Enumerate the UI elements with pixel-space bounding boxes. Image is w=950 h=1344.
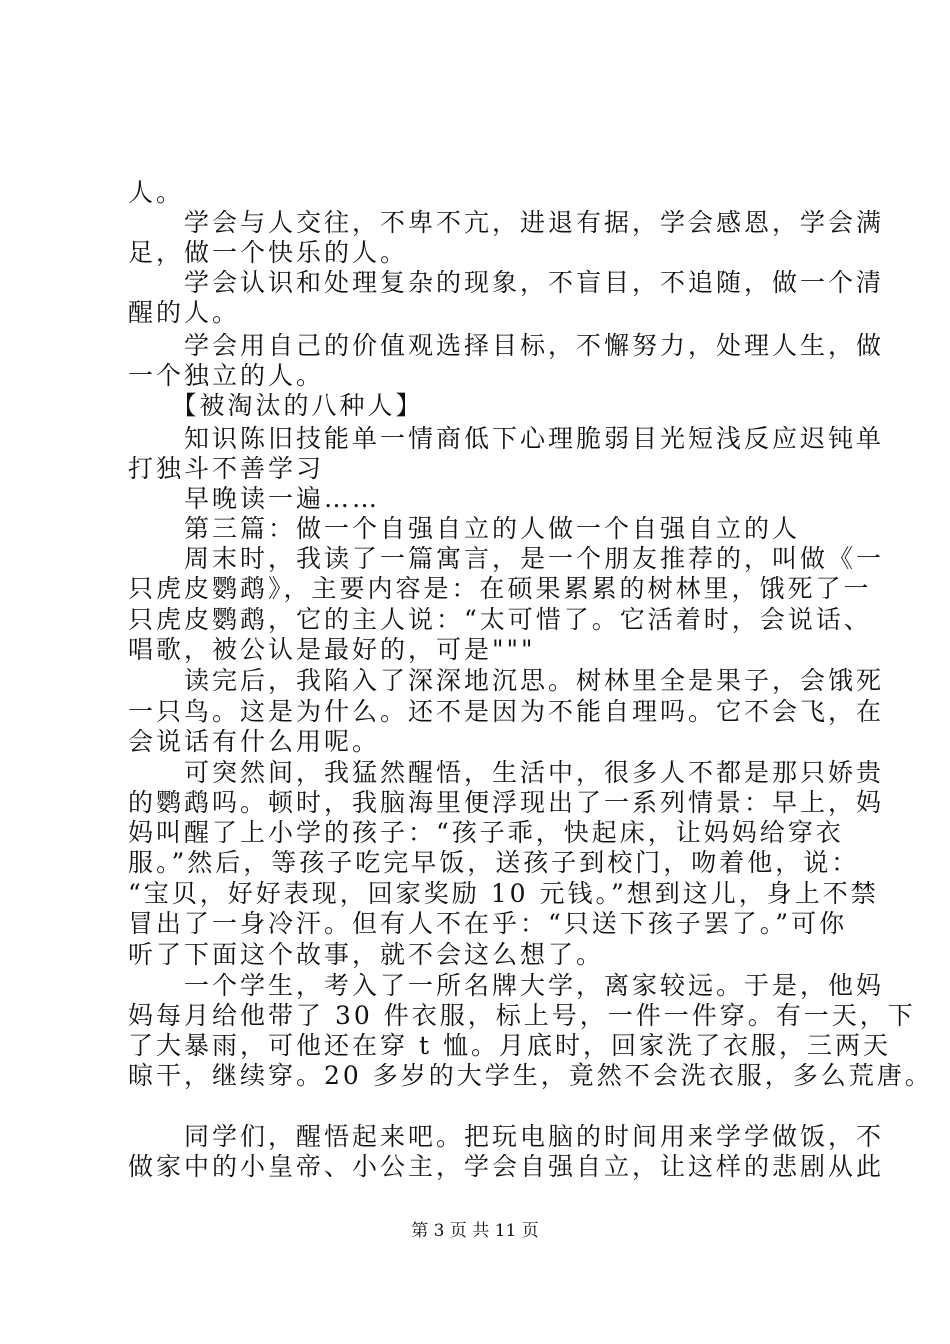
text-line: 学会用自己的价值观选择目标，不懈努力，处理人生，做 xyxy=(128,331,885,360)
text-line: 打独斗不善学习 xyxy=(128,454,325,483)
text-line: 只虎皮鹦鹉》，主要内容是：在硕果累累的树林里，饿死了一 xyxy=(128,574,872,603)
text-line: “宝贝，好好表现，回家奖励 10 元钱。”想到这儿，身上不禁 xyxy=(128,879,879,908)
page-footer: 第 3 页 共 11 页 xyxy=(411,1221,539,1241)
chapter-title: 第三篇：做一个自强自立的人做一个自强自立的人 xyxy=(128,514,801,543)
text-line: 知识陈旧技能单一情商低下心理脆弱目光短浅反应迟钝单 xyxy=(128,424,885,453)
text-line: 做家中的小皇帝、小公主，学会自强自立，让这样的悲剧从此 xyxy=(128,1152,885,1181)
text-line: 妈每月给他带了 30 件衣服，标上号，一件一件穿。有一天，下 xyxy=(128,1001,916,1030)
text-line: 妈叫醒了上小学的孩子：“孩子乖，快起床，让妈妈给穿衣 xyxy=(128,818,844,847)
text-line: 只虎皮鹦鹉，它的主人说：“太可惜了。它活着时，会说话、 xyxy=(128,605,872,634)
text-line: 一个学生，考入了一所名牌大学，离家较远。于是，他妈 xyxy=(128,971,885,1000)
text-line: 了大暴雨，可他还在穿 t 恤。月底时，回家洗了衣服，三两天 xyxy=(128,1031,891,1060)
text-line: 的鹦鹉吗。顿时，我脑海里便浮现出了一系列情景：早上，妈 xyxy=(128,788,885,817)
text-line: 学会与人交往，不卑不亢，进退有据，学会感恩，学会满 xyxy=(128,208,885,237)
section-heading: 【被淘汰的八种人】 xyxy=(128,391,424,420)
text-line: 醒的人。 xyxy=(128,298,241,327)
text-line: 一只鸟。这是为什么。还不是因为不能自理吗。它不会飞，在 xyxy=(128,697,885,726)
text-line: 人。 xyxy=(128,178,185,207)
text-line: 冒出了一身冷汗。但有人不在乎：“只送下孩子罢了。”可你 xyxy=(128,909,848,938)
text-line: 一个独立的人。 xyxy=(128,361,325,390)
text-line: 会说话有什么用呢。 xyxy=(128,727,381,756)
text-line: 学会认识和处理复杂的现象，不盲目，不追随，做一个清 xyxy=(128,268,885,297)
text-line: 可突然间，我猛然醒悟，生活中，很多人不都是那只娇贵 xyxy=(128,758,885,787)
text-line: 读完后，我陷入了深深地沉思。树林里全是果子，会饿死 xyxy=(128,666,885,695)
text-line: 足，做一个快乐的人。 xyxy=(128,238,409,267)
text-line: 晾干，继续穿。20 多岁的大学生，竟然不会洗衣服，多么荒唐。 xyxy=(128,1061,933,1090)
text-line: 服。”然后，等孩子吃完早饭，送孩子到校门，吻着他，说： xyxy=(128,848,860,877)
text-line: 早晚读一遍…… xyxy=(128,484,381,513)
text-line: 周末时，我读了一篇寓言，是一个朋友推荐的，叫做《一 xyxy=(128,544,885,573)
text-line: 听了下面这个故事，就不会这么想了。 xyxy=(128,940,605,969)
text-line: 唱歌，被公认是最好的，可是""" xyxy=(128,635,536,664)
text-line: 同学们，醒悟起来吧。把玩电脑的时间用来学学做饭，不 xyxy=(128,1122,885,1151)
